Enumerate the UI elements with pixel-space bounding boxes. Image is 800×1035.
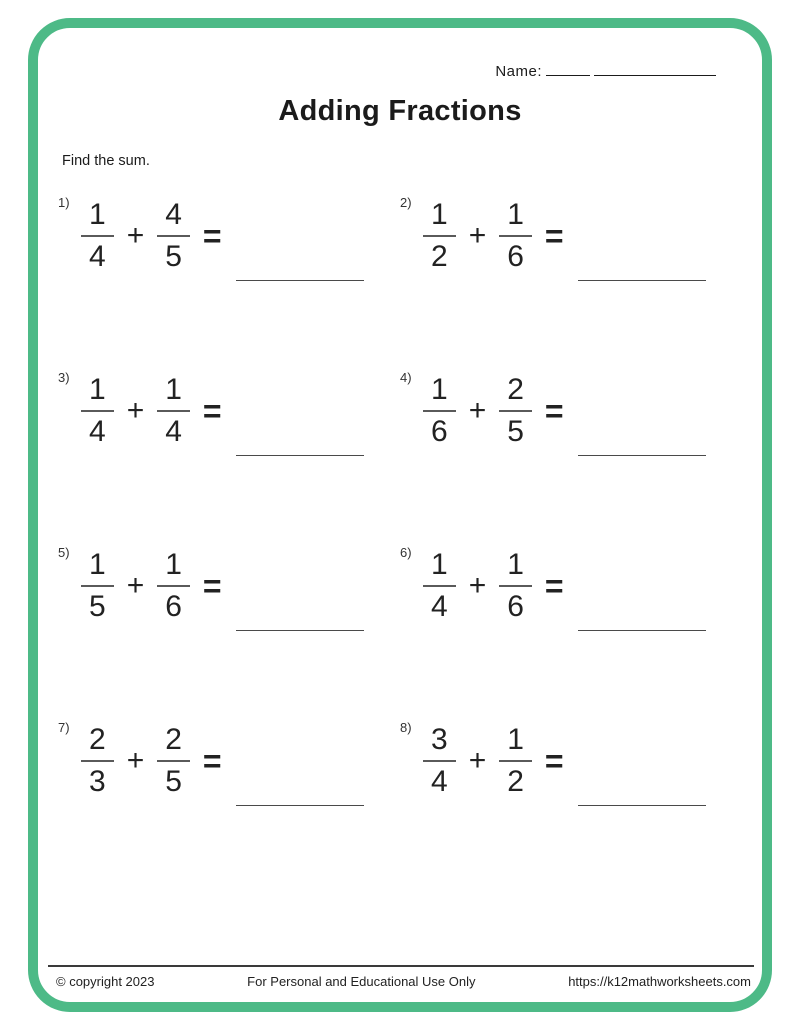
problem-8 — [400, 722, 742, 800]
denominator: 6 — [499, 235, 532, 275]
fraction-1 — [423, 722, 456, 800]
denominator: 4 — [423, 760, 456, 800]
answer-blank — [236, 630, 364, 631]
numerator: 4 — [165, 198, 182, 231]
denominator: 2 — [423, 235, 456, 275]
numerator: 1 — [507, 548, 524, 581]
numerator: 1 — [431, 198, 448, 231]
answer-blank — [578, 630, 706, 631]
denominator: 6 — [423, 410, 456, 450]
answer-blank — [578, 280, 706, 281]
fraction-2 — [499, 372, 532, 450]
problem-1 — [58, 197, 400, 275]
instruction-text: Find the sum. — [62, 153, 150, 169]
numerator: 2 — [89, 723, 106, 756]
denominator: 3 — [81, 760, 114, 800]
denominator: 4 — [157, 410, 190, 450]
problem-number: 5) — [58, 545, 70, 560]
plus-sign: + — [126, 744, 145, 777]
expression — [423, 722, 706, 800]
numerator: 1 — [165, 548, 182, 581]
plus-sign: + — [126, 569, 145, 602]
page-title: Adding Fractions — [278, 95, 522, 127]
denominator: 5 — [157, 235, 190, 275]
denominator: 6 — [157, 585, 190, 625]
fraction-2 — [157, 197, 190, 275]
answer-blank — [236, 455, 364, 456]
worksheet-page — [28, 18, 772, 1012]
problem-6 — [400, 547, 742, 625]
problem-number: 6) — [400, 545, 412, 560]
numerator: 1 — [89, 198, 106, 231]
problem-7 — [58, 722, 400, 800]
fraction-2 — [157, 372, 190, 450]
denominator: 2 — [499, 760, 532, 800]
name-label: Name: — [495, 63, 542, 80]
equals-sign: = — [544, 567, 564, 604]
answer-blank — [578, 805, 706, 806]
numerator: 1 — [507, 198, 524, 231]
equals-sign: = — [202, 742, 222, 779]
problem-2 — [400, 197, 742, 275]
denominator: 5 — [499, 410, 532, 450]
answer-blank — [578, 455, 706, 456]
numerator: 1 — [431, 548, 448, 581]
denominator: 4 — [81, 235, 114, 275]
fraction-1 — [81, 197, 114, 275]
fraction-2 — [499, 197, 532, 275]
fraction-1 — [423, 197, 456, 275]
equals-sign: = — [544, 392, 564, 429]
copyright-text: © copyright 2023 — [56, 974, 155, 989]
numerator: 3 — [431, 723, 448, 756]
equals-sign: = — [202, 217, 222, 254]
plus-sign: + — [468, 744, 487, 777]
numerator: 2 — [507, 373, 524, 406]
plus-sign: + — [468, 569, 487, 602]
plus-sign: + — [468, 394, 487, 427]
problem-number: 2) — [400, 195, 412, 210]
denominator: 5 — [157, 760, 190, 800]
problem-number: 3) — [58, 370, 70, 385]
expression — [81, 197, 364, 275]
denominator: 5 — [81, 585, 114, 625]
problems-grid — [38, 197, 762, 800]
website-url: https://k12mathworksheets.com — [568, 974, 751, 989]
expression — [81, 547, 364, 625]
equals-sign: = — [544, 217, 564, 254]
plus-sign: + — [126, 394, 145, 427]
expression — [423, 197, 706, 275]
problem-4 — [400, 372, 742, 450]
expression — [423, 372, 706, 450]
expression — [81, 722, 364, 800]
problem-number: 7) — [58, 720, 70, 735]
equals-sign: = — [544, 742, 564, 779]
problem-5 — [58, 547, 400, 625]
numerator: 1 — [89, 548, 106, 581]
plus-sign: + — [468, 219, 487, 252]
name-blank — [594, 62, 716, 76]
problem-number: 4) — [400, 370, 412, 385]
fraction-2 — [499, 722, 532, 800]
numerator: 1 — [165, 373, 182, 406]
footer-divider — [48, 965, 754, 967]
answer-blank — [236, 805, 364, 806]
denominator: 4 — [81, 410, 114, 450]
numerator: 1 — [89, 373, 106, 406]
fraction-1 — [423, 372, 456, 450]
equals-sign: = — [202, 567, 222, 604]
expression — [81, 372, 364, 450]
numerator: 2 — [165, 723, 182, 756]
fraction-1 — [81, 547, 114, 625]
fraction-1 — [81, 372, 114, 450]
plus-sign: + — [126, 219, 145, 252]
numerator: 1 — [431, 373, 448, 406]
fraction-1 — [423, 547, 456, 625]
denominator: 4 — [423, 585, 456, 625]
equals-sign: = — [202, 392, 222, 429]
fraction-2 — [157, 722, 190, 800]
name-row — [38, 28, 762, 80]
expression — [423, 547, 706, 625]
fraction-2 — [499, 547, 532, 625]
problem-number: 8) — [400, 720, 412, 735]
fraction-2 — [157, 547, 190, 625]
denominator: 6 — [499, 585, 532, 625]
fraction-1 — [81, 722, 114, 800]
problem-3 — [58, 372, 400, 450]
footer — [48, 965, 754, 989]
usage-text: For Personal and Educational Use Only — [247, 974, 476, 989]
numerator: 1 — [507, 723, 524, 756]
problem-number: 1) — [58, 195, 70, 210]
answer-blank — [236, 280, 364, 281]
name-blank — [546, 62, 590, 76]
